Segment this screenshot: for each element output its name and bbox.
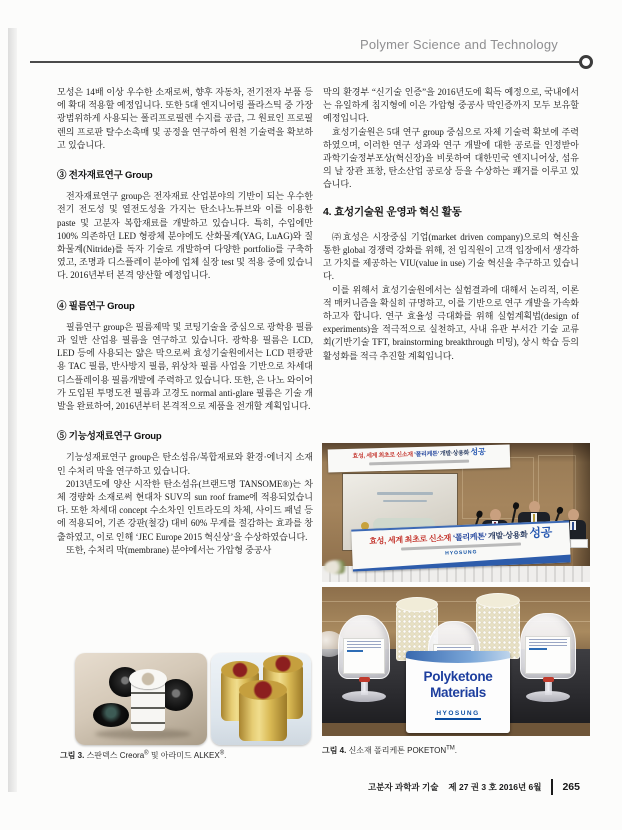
- aramid-spool-top: [263, 655, 303, 673]
- figure4-caption: 그림 4. 신소재 폴리케톤 POKETON™.: [322, 745, 458, 755]
- journal-header-title: Polymer Science and Technology: [360, 37, 558, 52]
- paragraph: 모성은 14배 이상 우수한 소재로써, 향후 자동차, 전기전자 부품 등에 확대 적용할 예정입니다. 또한 5대 엔지니어링 플라스틱 중 가장 광범위하게 사용되는 폴리프로필렌 수지를 공급, 그 원료인 프로필렌의 프로판 탈수소촉매 및 공정을 연구하여 원천 기술력을 확보하고 있습니다.: [57, 87, 313, 150]
- section-heading-operations-innovation: 4. 효성기술원 운영과 혁신 활동: [323, 205, 462, 218]
- section-heading-functional-materials: ⑤ 기능성재료연구 Group: [57, 431, 162, 443]
- paragraph: 필름연구 group은 필름제막 및 코팅기술을 중심으로 광학용 필름과 일반 산업용 필름을 연구하고 있습니다. 광학용 필름은 LCD, LED 등에 사용되는 얇은 막으로써 효성기술원에서는 LCD 편광판용 TAC 필름, 반사방지 필름, 위상차 필름 사업을 기반으로 차세대 디스플레이용 필름개발에 주력하고 있습니다. 또한, 은 나노 와이어가 도입된 투명도전 필름과 고경도 normal anti-glare 필름은 기술 개발을 완료하여, 2016년부터 본격적으로 제품을 전개할 계획입니다.: [57, 321, 313, 412]
- section-heading-electronic-materials: ③ 전자재료연구 Group: [57, 170, 153, 182]
- sample-goblet: [338, 615, 390, 702]
- sign-line2: Materials: [430, 685, 486, 700]
- paragraph: 2013년도에 양산 시작한 탄소섬유(브랜드명 TANSOME®)는 차체 경량화 소재로써 현대차 SUV의 sun roof frame에 적용되었습니다. 또한 차세대 concept 수소차인 인트라도의 차체, 사이드 패널 등에 적용되어, 기존 강판(철강) 대비 60% 무게를 절감하는 효과를 창출하였고, 이로 인해 ‘JEC Europe 2015 혁신상’을 수상하였습니다.: [57, 478, 313, 542]
- paragraph: 전자재료연구 group은 전자재료 산업분야의 기반이 되는 우수한 전기 전도성 및 열전도성을 가지는 탄소나노튜브와 이를 이용한 paste 및 고분자 복합재료를 개발하고 있습니다. 특히, 수입에만 100% 의존하던 LED 형광체 분야에도 산화물계(YAG, LuAG)와 질화물계(Nitride)를 독자 기술로 개발하여 다양한 portfolio를 구축하였고, 조명과 디스플레이 분야에 업체 실장 test 및 적용 중에 있습니다. 2016년부터 본격 양산할 예정입니다.: [57, 191, 313, 281]
- flower-arrangement: [324, 560, 350, 574]
- footer-divider: [551, 779, 553, 795]
- section-heading-film: ④ 필름연구 Group: [57, 300, 135, 312]
- footer-journal-name: 고분자 과학과 기술: [368, 782, 439, 792]
- banner-subline: [369, 460, 469, 466]
- left-column: [57, 86, 313, 557]
- black-spool-disc: [93, 703, 129, 727]
- header-ring-icon: [579, 55, 593, 69]
- paragraph: ㈜효성은 시장중심 기업(market driven company)으로의 혁신을 통한 global 경쟁력 강화를 위해, 전 임직원이 고객 입장에서 생각하고 가치를 제공하는 VIU(value in use) 기술 혁신을 추구하고 있습니다.: [323, 231, 579, 282]
- paragraph: 기능성재료연구 group은 탄소섬유/복합재료와 환경·에너지 소재인 수처리 막을 연구하고 있습니다.: [57, 452, 313, 476]
- polyketone-materials-photo: [322, 587, 590, 736]
- sign-blue-arc: [406, 651, 510, 663]
- page-number: 265: [562, 781, 580, 793]
- hyosung-logo: HYOSUNG: [445, 549, 478, 557]
- aramid-spool-top: [239, 680, 287, 700]
- sample-goblet: [520, 613, 576, 702]
- paragraph: 막의 환경부 “신기술 인증”을 2016년도에 획득 예정으로, 국내에서는 유일하게 침지형에 이은 가압형 중공사 막인증까지 모두 보유할 예정입니다.: [323, 87, 579, 124]
- paragraph: 효성기술원은 5대 연구 group 중심으로 자체 기술력 확보에 주력하였으며, 이러한 연구 성과와 연구 개발에 대한 공로를 인정받아 과학기술정부포상(혁신장)을 비롯하여 대한민국 엔지니어상, 섬유의 날 장관 표창, 탄소산업 공로상 등을 수상하는 쾌거를 이루고 있습니다.: [323, 126, 579, 190]
- aramid-alkex-photo: [211, 653, 311, 745]
- white-spool-top: [129, 669, 167, 689]
- paragraph: 또한, 수처리 막(membrane) 분야에서는 가압형 중공사: [66, 544, 272, 555]
- paragraph: 이를 위해서 효성기술원에서는 실험결과에 대해서 논리적, 이론적 매커니즘을 확실히 규명하고, 이를 기반으로 연구 개발을 가속화하고자 합니다. 연구 효율성 극대화를 위해 실험계획법(design of experiments)을 적극적으로 실천하고, 사내 유관 부서간 기술 교류회(기반기술 TFT, brainstorming breakthrough 미팅), 상시 학습 등의 활성화를 적극 추진할 계획입니다.: [323, 284, 579, 361]
- figure3-caption-label: 그림 3.: [60, 751, 85, 760]
- figure4-caption-label: 그림 4.: [322, 746, 347, 755]
- aramid-spool-top: [221, 661, 259, 679]
- footer-issue: 제 27 권 3 호 2016년 6월: [448, 782, 542, 792]
- header-rule: [30, 61, 582, 63]
- figure3-caption: 그림 3. 스판덱스 Creora® 및 아라미드 ALKEX®.: [60, 750, 227, 760]
- polyketone-press-conference-photo: [322, 443, 590, 582]
- figure3-photos: [75, 653, 311, 745]
- sign-line1: Polyketone: [423, 669, 493, 684]
- conference-banner-table: 효성, 세계 최초로 신소재 ‘폴리케톤’ 개발·상용화 성공 HYOSUNG: [351, 520, 571, 571]
- name-card: [570, 539, 588, 548]
- pellet-jar: [476, 599, 520, 659]
- polyketone-materials-sign: [406, 651, 510, 733]
- scan-artifact-band: [8, 28, 17, 792]
- hyosung-logo: HYOSUNG: [406, 710, 510, 720]
- page-footer: [368, 779, 580, 795]
- spandex-creora-photo: [75, 653, 207, 745]
- conference-banner-top: 효성, 세계 최초로 신소재 ‘폴리케톤’ 개발·상용화 성공: [328, 444, 511, 472]
